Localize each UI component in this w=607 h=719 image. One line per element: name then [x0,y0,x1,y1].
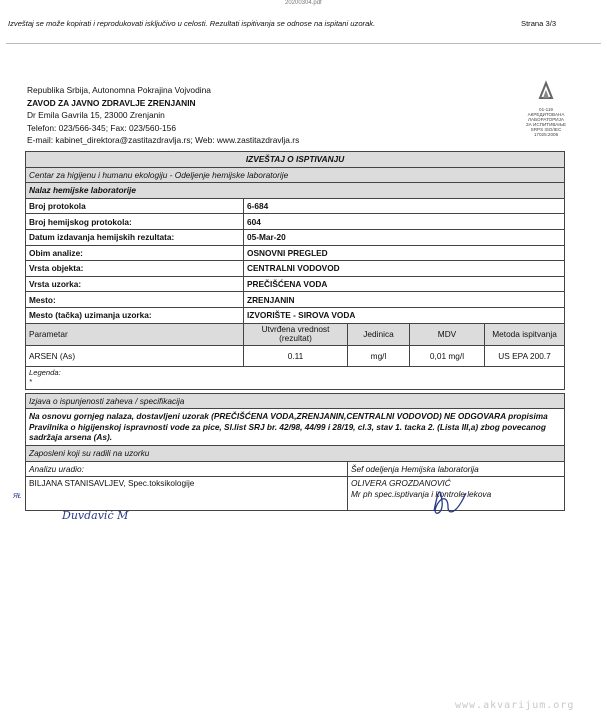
head-name: OLIVERA GROZDANOVIĆ [351,478,451,489]
result-mdv: 0,01 mg/l [410,345,485,366]
field-row [26,276,565,292]
field-row [26,229,565,245]
header-line-5: E-mail: kabinet_direktora@zastitazdravlja.rs; Web: www.zastitazdravlja.rs [27,135,300,145]
watermark: www.akvarijum.org [455,700,575,711]
col-metoda: Metoda ispitvanja [485,323,565,345]
page-number: Strana 3/3 [521,19,557,28]
report-section: Nalaz hemijske laboratorije [26,183,565,199]
results-header-row [26,323,565,345]
header-line-4: Telefon: 023/566-345; Fax: 023/560-156 [27,122,176,133]
col-vrednost: Utvrđena vrednost (rezultat) [244,323,348,345]
field-value: 6-684 [244,198,565,214]
head-signature-icon [426,481,474,523]
field-label: Mesto (tačka) uzimanja uzorka: [26,307,244,323]
field-label: Vrsta uzorka: [26,276,244,292]
field-row [26,261,565,277]
field-value: 05-Mar-20 [244,229,565,245]
col-parametar: Parametar [26,323,244,345]
top-divider [6,43,601,44]
report-title: IZVEŠTAJ O ISPTIVANJU [26,152,565,168]
result-jedinica: mg/l [348,345,410,366]
copy-notice: Izveštaj se može kopirati i reprodukovati isključivo u celosti. Rezultati ispitivanja se odnose na ispitani uzorak. [8,19,376,28]
field-row [26,198,565,214]
legend [26,366,565,389]
accreditation-code: 01-119 [539,107,553,112]
header-line-2: ZAVOD ZA JAVNO ZDRAVLJE ZRENJANIN [27,97,196,108]
field-label: Broj hemijskog protokola: [26,214,244,230]
field-label: Obim analize: [26,245,244,261]
field-row [26,292,565,308]
field-row [26,245,565,261]
accreditation-text-2: ЛАБОРАТОРИЈА [528,117,564,122]
field-label: Vrsta objekta: [26,261,244,277]
analyst-initials: ЯŁ [13,493,22,500]
accreditation-text-3: ЗА ИСПИТИВАЊЕ [525,122,567,127]
field-value: 604 [244,214,565,230]
field-value: CENTRALNI VODOVOD [244,261,565,277]
analyst-signature: Duvdavić M [62,509,129,522]
accreditation-logo [520,80,572,148]
top-crop-text: 20200304.pdf [285,0,322,6]
analyst-name: BILJANA STANISAVLJEV, Spec.toksikologije [29,478,195,489]
header-line-1: Republika Srbija, Autonomna Pokrajina Vojvodina [27,85,211,95]
staff-title: Zaposleni koji su radili na uzorku [26,446,565,462]
analyst-label: Analizu uradio: [26,461,348,477]
result-metoda: US EPA 200.7 [485,345,565,366]
result-parametar: ARSEN (As) [26,345,244,366]
col-jedinica: Jedinica [348,323,410,345]
field-value: ZRENJANIN [244,292,565,308]
result-vrednost: 0.11 [244,345,348,366]
field-label: Mesto: [26,292,244,308]
compliance-text: Na osnovu gornjeg nalaza, dostavljeni uzorak (PREČIŠĆENA VODA,ZRENJANIN,CENTRALNI VODOVOD) NE ODGOVARA propisima Pravilnika o higijenskoj ispravnosti vode za pice, Sl.list SRJ br. 42/98, 44/99 i 28/19, cl.3, stav 1. tacka 2. (Lista III,a) zbog povecanog sadržaja arsena (As). [26,409,565,446]
head-label: Šef odeljenja Hemijska laboratorija [348,461,565,477]
legend-label: Legenda: [29,367,61,377]
test-report-table [25,151,565,511]
field-value: IZVORIŠTE - SIROVA VODA [244,307,565,323]
legend-mark: * [29,376,32,386]
field-label: Datum izdavanja hemijskih rezultata: [26,229,244,245]
head-title: Mr ph spec.isptivanja i kontrole lekova [351,489,492,500]
analyst-cell [26,477,348,511]
accreditation-text-1: АКРЕДИТОВАНА [527,112,565,117]
col-mdv: MDV [410,323,485,345]
field-value: PREČIŠĆENA VODA [244,276,565,292]
header-line-3: Dr Emila Gavrila 15, 23000 Zrenjanin [27,110,165,120]
compliance-title: Izjava o ispunjenosti zaheva / specifikacija [26,393,565,409]
field-row [26,307,565,323]
field-row [26,214,565,230]
institution-header [27,84,299,147]
accreditation-text-4: SRPS ISO/IEC 17025:2006 [530,127,562,137]
field-value: OSNOVNI PREGLED [244,245,565,261]
field-label: Broj protokola [26,198,244,214]
report-center: Centar za higijenu i humanu ekologiju - Odeljenje hemijske laboratorije [26,167,565,183]
result-row [26,345,565,366]
ats-logo-icon [536,80,556,102]
